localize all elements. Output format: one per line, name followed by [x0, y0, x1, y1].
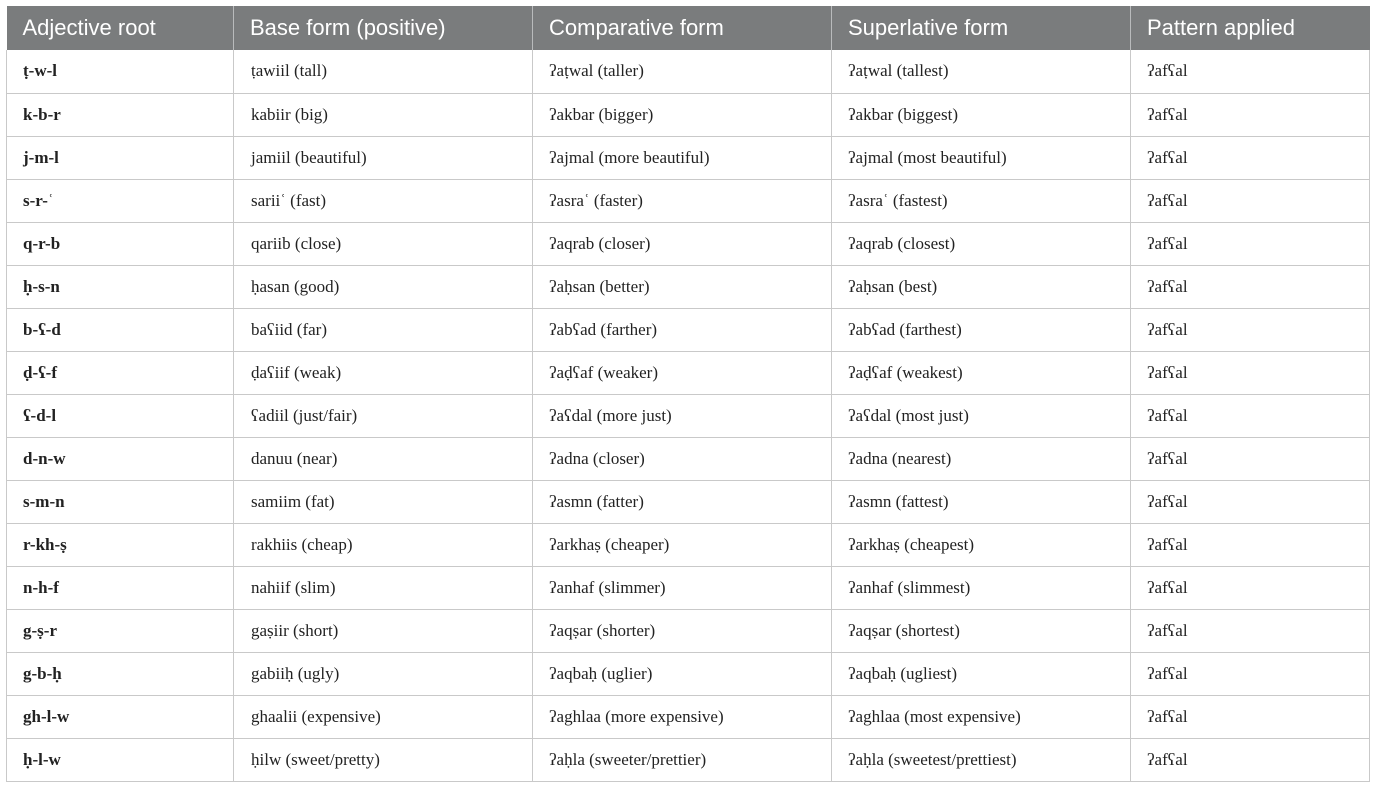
table-row [7, 394, 1370, 437]
cell-comparative-form: ʔadna (closer) [533, 437, 832, 480]
cell-superlative-form: ʔaqbaḥ (ugliest) [832, 652, 1131, 695]
cell-pattern-applied: ʔafʕal [1131, 523, 1370, 566]
cell-comparative-form: ʔaḥsan (better) [533, 265, 832, 308]
header-comparative-form: Comparative form [533, 6, 832, 50]
cell-base-form: qariib (close) [234, 222, 533, 265]
cell-adjective-root: ʕ-d-l [7, 394, 234, 437]
cell-superlative-form: ʔaḍʕaf (weakest) [832, 351, 1131, 394]
table-row [7, 695, 1370, 738]
table-body [7, 50, 1370, 781]
cell-superlative-form: ʔakbar (biggest) [832, 93, 1131, 136]
cell-comparative-form: ʔaqbaḥ (uglier) [533, 652, 832, 695]
cell-base-form: ḥilw (sweet/pretty) [234, 738, 533, 781]
cell-pattern-applied: ʔafʕal [1131, 308, 1370, 351]
cell-adjective-root: ḍ-ʕ-f [7, 351, 234, 394]
cell-pattern-applied: ʔafʕal [1131, 50, 1370, 93]
cell-pattern-applied: ʔafʕal [1131, 136, 1370, 179]
cell-comparative-form: ʔaṭwal (taller) [533, 50, 832, 93]
header-base-form: Base form (positive) [234, 6, 533, 50]
cell-base-form: ḥasan (good) [234, 265, 533, 308]
cell-comparative-form: ʔaqṣar (shorter) [533, 609, 832, 652]
cell-adjective-root: b-ʕ-d [7, 308, 234, 351]
table-row [7, 652, 1370, 695]
cell-pattern-applied: ʔafʕal [1131, 566, 1370, 609]
table-row [7, 566, 1370, 609]
cell-superlative-form: ʔabʕad (farthest) [832, 308, 1131, 351]
cell-adjective-root: g-ṣ-r [7, 609, 234, 652]
cell-comparative-form: ʔanhaf (slimmer) [533, 566, 832, 609]
cell-pattern-applied: ʔafʕal [1131, 437, 1370, 480]
cell-superlative-form: ʔaghlaa (most expensive) [832, 695, 1131, 738]
cell-superlative-form: ʔaqṣar (shortest) [832, 609, 1131, 652]
cell-base-form: ʕadiil (just/fair) [234, 394, 533, 437]
table-row [7, 738, 1370, 781]
cell-pattern-applied: ʔafʕal [1131, 394, 1370, 437]
table-header [7, 6, 1370, 50]
cell-superlative-form: ʔarkhaṣ (cheapest) [832, 523, 1131, 566]
cell-adjective-root: q-r-b [7, 222, 234, 265]
cell-base-form: danuu (near) [234, 437, 533, 480]
table-row [7, 480, 1370, 523]
cell-base-form: samiim (fat) [234, 480, 533, 523]
table-row [7, 93, 1370, 136]
cell-pattern-applied: ʔafʕal [1131, 738, 1370, 781]
cell-superlative-form: ʔasraʿ (fastest) [832, 179, 1131, 222]
cell-base-form: gabiiḥ (ugly) [234, 652, 533, 695]
cell-adjective-root: ṭ-w-l [7, 50, 234, 93]
cell-comparative-form: ʔaʕdal (more just) [533, 394, 832, 437]
adjective-comparison-table [6, 6, 1370, 782]
cell-adjective-root: ḥ-l-w [7, 738, 234, 781]
cell-adjective-root: j-m-l [7, 136, 234, 179]
cell-base-form: baʕiid (far) [234, 308, 533, 351]
cell-pattern-applied: ʔafʕal [1131, 652, 1370, 695]
cell-superlative-form: ʔadna (nearest) [832, 437, 1131, 480]
cell-base-form: gaṣiir (short) [234, 609, 533, 652]
cell-comparative-form: ʔaḍʕaf (weaker) [533, 351, 832, 394]
cell-base-form: rakhiis (cheap) [234, 523, 533, 566]
cell-superlative-form: ʔanhaf (slimmest) [832, 566, 1131, 609]
table-row [7, 50, 1370, 93]
table-row [7, 308, 1370, 351]
cell-superlative-form: ʔaṭwal (tallest) [832, 50, 1131, 93]
cell-superlative-form: ʔasmn (fattest) [832, 480, 1131, 523]
cell-adjective-root: g-b-ḥ [7, 652, 234, 695]
cell-adjective-root: s-m-n [7, 480, 234, 523]
cell-superlative-form: ʔaḥsan (best) [832, 265, 1131, 308]
cell-pattern-applied: ʔafʕal [1131, 695, 1370, 738]
table-row [7, 351, 1370, 394]
cell-adjective-root: ḥ-s-n [7, 265, 234, 308]
cell-pattern-applied: ʔafʕal [1131, 351, 1370, 394]
table-row [7, 222, 1370, 265]
cell-comparative-form: ʔasmn (fatter) [533, 480, 832, 523]
cell-comparative-form: ʔaqrab (closer) [533, 222, 832, 265]
cell-base-form: kabiir (big) [234, 93, 533, 136]
cell-comparative-form: ʔabʕad (farther) [533, 308, 832, 351]
cell-base-form: nahiif (slim) [234, 566, 533, 609]
table-row [7, 523, 1370, 566]
cell-pattern-applied: ʔafʕal [1131, 480, 1370, 523]
cell-comparative-form: ʔasraʿ (faster) [533, 179, 832, 222]
cell-comparative-form: ʔakbar (bigger) [533, 93, 832, 136]
table-row [7, 179, 1370, 222]
table-row [7, 265, 1370, 308]
cell-base-form: sariiʿ (fast) [234, 179, 533, 222]
header-pattern-applied: Pattern applied [1131, 6, 1370, 50]
cell-comparative-form: ʔarkhaṣ (cheaper) [533, 523, 832, 566]
cell-base-form: ṭawiil (tall) [234, 50, 533, 93]
cell-pattern-applied: ʔafʕal [1131, 222, 1370, 265]
cell-base-form: ghaalii (expensive) [234, 695, 533, 738]
cell-adjective-root: n-h-f [7, 566, 234, 609]
cell-pattern-applied: ʔafʕal [1131, 93, 1370, 136]
table-row [7, 437, 1370, 480]
cell-adjective-root: k-b-r [7, 93, 234, 136]
cell-base-form: ḍaʕiif (weak) [234, 351, 533, 394]
header-row [7, 6, 1370, 50]
cell-superlative-form: ʔajmal (most beautiful) [832, 136, 1131, 179]
cell-pattern-applied: ʔafʕal [1131, 179, 1370, 222]
cell-base-form: jamiil (beautiful) [234, 136, 533, 179]
header-superlative-form: Superlative form [832, 6, 1131, 50]
cell-superlative-form: ʔaʕdal (most just) [832, 394, 1131, 437]
table-row [7, 609, 1370, 652]
cell-comparative-form: ʔajmal (more beautiful) [533, 136, 832, 179]
cell-comparative-form: ʔaghlaa (more expensive) [533, 695, 832, 738]
cell-pattern-applied: ʔafʕal [1131, 609, 1370, 652]
cell-adjective-root: d-n-w [7, 437, 234, 480]
cell-superlative-form: ʔaqrab (closest) [832, 222, 1131, 265]
table-row [7, 136, 1370, 179]
comparison-table-container [6, 6, 1369, 782]
cell-comparative-form: ʔaḥla (sweeter/prettier) [533, 738, 832, 781]
header-adjective-root: Adjective root [7, 6, 234, 50]
cell-adjective-root: r-kh-ṣ [7, 523, 234, 566]
cell-adjective-root: s-r-ʿ [7, 179, 234, 222]
cell-adjective-root: gh-l-w [7, 695, 234, 738]
cell-superlative-form: ʔaḥla (sweetest/prettiest) [832, 738, 1131, 781]
cell-pattern-applied: ʔafʕal [1131, 265, 1370, 308]
